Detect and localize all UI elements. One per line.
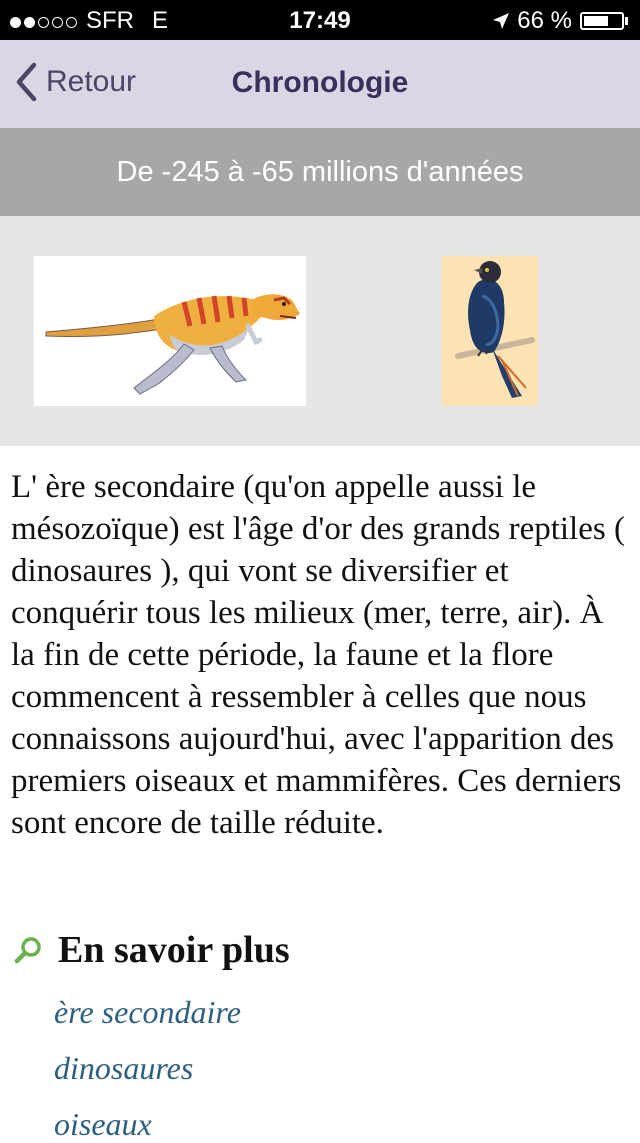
network-type: E (152, 7, 169, 34)
search-icon (14, 935, 44, 965)
period-description: L' ère secondaire (qu'on appelle aussi le mésozoïque) est l'âge d'or des grands reptiles ( dinosaures ), qui vont se diversifier et conquérir tous les milieux (mer, terre, air). À la fin de cette période, la faune et la flore commencent à ressembler à celles que nous connaissons aujourd'hui, avec l'apparition des premiers oiseaux et mammifères. Ces derniers sont encore de taille réduite. (11, 469, 625, 841)
status-right (491, 7, 628, 35)
more-section-header (14, 928, 290, 972)
more-section-title: En savoir plus (58, 929, 290, 971)
back-label: Retour (46, 65, 137, 98)
dinosaur-illustration (34, 256, 306, 406)
clock: 17:49 (289, 7, 351, 34)
battery-icon (580, 12, 624, 30)
period-range-banner (0, 128, 640, 216)
navigation-bar (0, 40, 640, 128)
status-bar (0, 0, 640, 40)
period-range-text: De -245 à -65 millions d'années (116, 155, 524, 188)
illustration-area (0, 216, 640, 446)
page-title: Chronologie (231, 66, 409, 99)
battery-percent: 66 % (517, 7, 572, 34)
link-ere-secondaire[interactable]: ère secondaire (54, 994, 241, 1030)
location-arrow-icon (491, 11, 511, 31)
bird-illustration (442, 256, 538, 406)
link-oiseaux[interactable]: oiseaux (54, 1106, 152, 1142)
carrier-name: SFR (86, 7, 134, 34)
link-dinosaures[interactable]: dinosaures (54, 1050, 194, 1086)
